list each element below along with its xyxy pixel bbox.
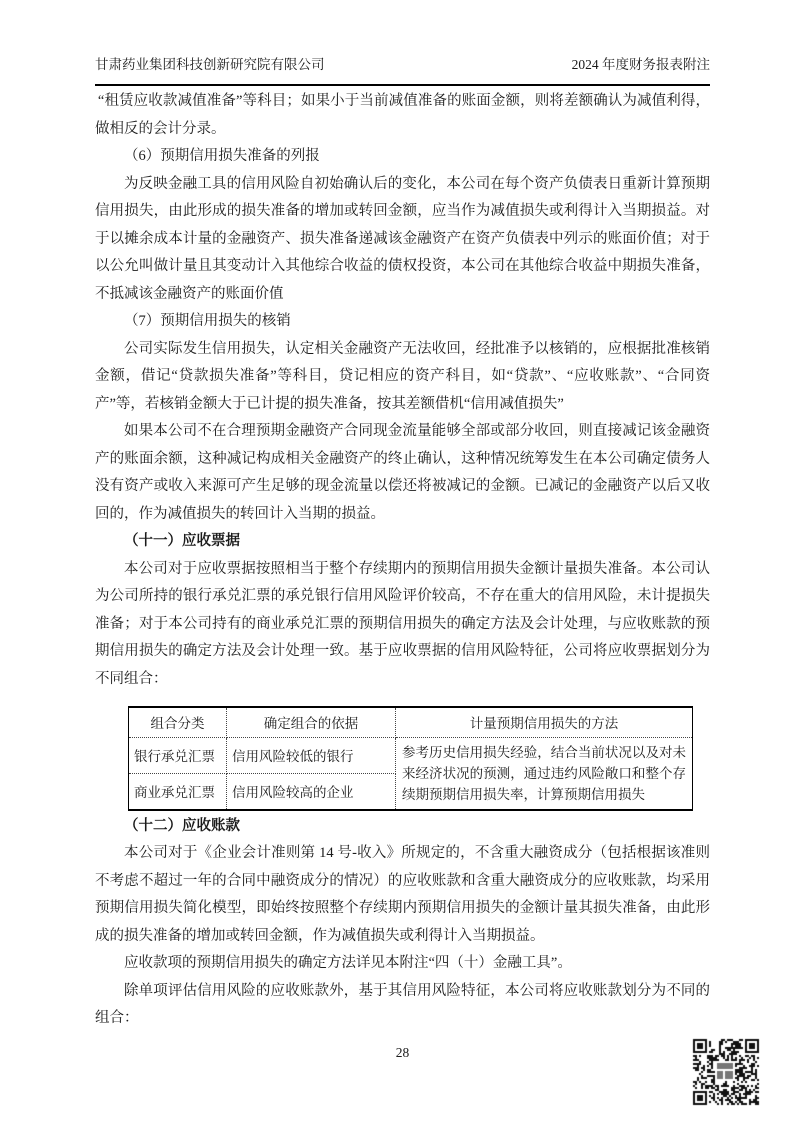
cell-category: 银行承兑汇票 — [129, 737, 227, 773]
page-body — [95, 88, 710, 1033]
subheading-6: （6）预期信用损失准备的列报 — [124, 148, 320, 164]
page-header — [95, 55, 710, 86]
credit-loss-portfolio-table — [128, 706, 693, 811]
after-table-section — [95, 813, 710, 1033]
paragraph: 应收款项的预期信用损失的确定方法详见本附注“四（十）金融工具”。 — [124, 955, 572, 971]
header-company-name: 甘肃药业集团科技创新研究院有限公司 — [95, 57, 325, 72]
paragraph: 如果本公司不在合理预期金融资产合同现金流量能够全部或部分收回，则直接减记该金融资产的账面余额，这种减记构成相关金融资产的终止确认，这种情况统筹发生在本公司确定债务人没有资产或收入来源可产生足够的现金流量以偿还将被减记的金额。已减记的金融资产以后又收回的，作为减值损失的转回计入当期的损益。 — [95, 423, 710, 522]
section-heading-12: （十二）应收账款 — [124, 817, 240, 834]
section-heading-11: （十一）应收票据 — [124, 533, 240, 549]
cell-basis: 信用风险较低的银行 — [227, 737, 396, 773]
column-header-method: 计量预期信用损失的方法 — [396, 707, 693, 737]
column-header-category: 组合分类 — [129, 707, 227, 737]
paragraph: 为反映金融工具的信用风险自初始确认后的变化，本公司在每个资产负债表日重新计算预期信用损失，由此形成的损失准备的增加或转回金额，应当作为减值损失或利得计入当期损益。对于以摊余成本计量的金融资产、损失准备递减该金融资产在资产负债表中列示的账面价值；对于以公允叫做计量且其变动计入其他综合收益的债权投资，本公司在其他综合收益中期损失准备，不抵减该金融资产的账面价值 — [95, 175, 710, 302]
cell-method-merged: 参考历史信用损失经验，结合当前状况以及对未来经济状况的预测，通过违约风险敞口和整个存续期预期信用损失率，计算预期信用损失 — [396, 737, 693, 810]
cell-category: 商业承兑汇票 — [129, 773, 227, 809]
paragraph: 公司实际发生信用损失，认定相关金融资产无法收回，经批准予以核销的，应根据批准核销金额，借记“贷款损失准备”等科目，贷记相应的资产科目，如“贷款”、“应收账款”、“合同资产”等，若核销金额大于已计提的损失准备，按其差额借机“信用减值损失” — [95, 340, 710, 412]
subheading-7: （7）预期信用损失的核销 — [124, 313, 291, 329]
qr-code-icon — [690, 1036, 762, 1108]
paragraph-continuation: “租赁应收款减值准备”等科目；如果小于当前减值准备的账面金额，则将差额确认为减值利得，做相反的会计分录。 — [95, 93, 710, 137]
paragraph: 本公司对于应收票据按照相当于整个存续期内的预期信用损失金额计量损失准备。本公司认为公司所持的银行承兑汇票的承兑银行信用风险评价较高，不存在重大的信用风险，未计提损失准备；对于本公司持有的商业承兑汇票的预期信用损失的确定方法及会计处理，与应收账款的预期信用损失的确定方法及会计处理一致。基于应收票据的信用风险特征，公司将应收票据划分为不同组合： — [95, 560, 710, 687]
header-doc-title: 2024 年度财务报表附注 — [571, 57, 710, 72]
paragraph: 本公司对于《企业会计准则第 14 号-收入》所规定的，不含重大融资成分（包括根据该准则不考虑不超过一年的合同中融资成分的情况）的应收账款和含重大融资成分的应收账款，均采用预期信用损失简化模型，即始终按照整个存续期内预期信用损失的金额计量其损失准备，由此形成的损失准备的增加或转回金额，作为减值损失或利得计入当期损益。 — [95, 845, 710, 944]
table-header-row — [129, 707, 693, 737]
cell-basis: 信用风险较高的企业 — [227, 773, 396, 809]
paragraph: 除单项评估信用风险的应收账款外，基于其信用风险特征，本公司将应收账款划分为不同的组合： — [95, 982, 710, 1026]
column-header-basis: 确定组合的依据 — [227, 707, 396, 737]
table-row — [129, 737, 693, 773]
page-number: 28 — [395, 1045, 410, 1060]
